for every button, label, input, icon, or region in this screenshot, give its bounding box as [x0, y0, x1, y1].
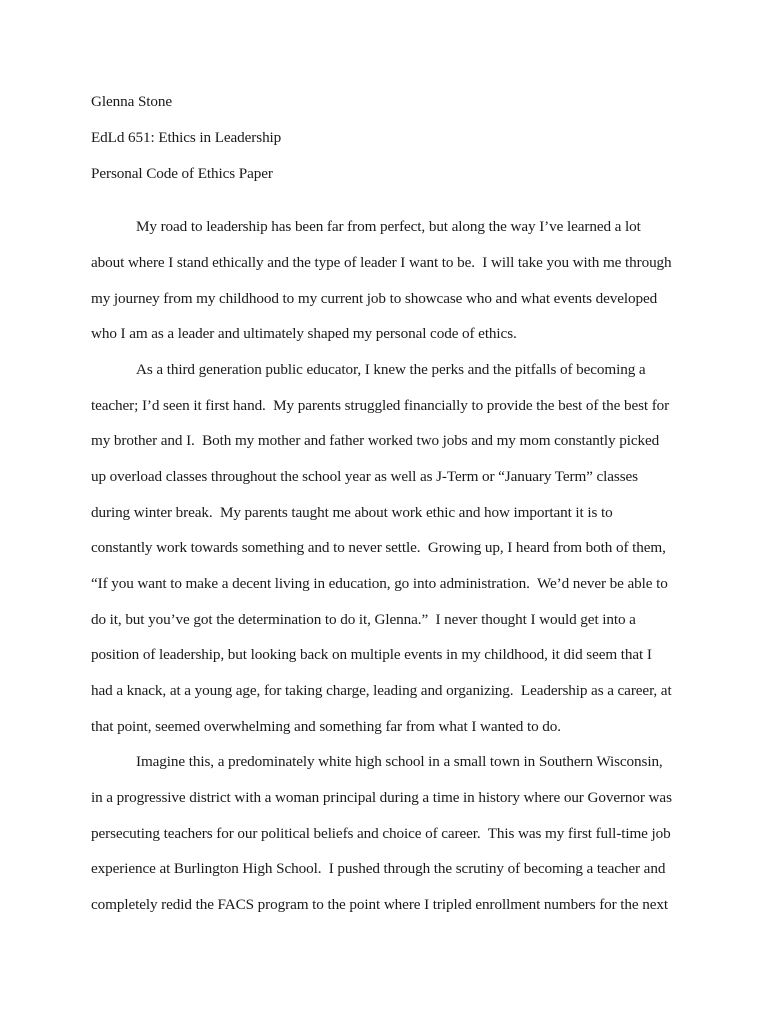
paragraph-3-line-3: persecuting teachers for our political beliefs and choice of career. This was my first full-time job: [91, 825, 671, 842]
paragraph-1-line-3: my journey from my childhood to my current job to showcase who and what events developed: [91, 290, 658, 307]
paragraph-3-line-5: completely redid the FACS program to the point where I tripled enrollment numbers for the next: [91, 896, 669, 913]
paragraph-3-line-2: in a progressive district with a woman principal during a time in history where our Governor was: [91, 789, 672, 806]
paragraph-2-line-11: that point, seemed overwhelming and something far from what I wanted to do.: [91, 718, 561, 735]
paragraph-2-line-8: do it, but you’ve got the determination to do it, Glenna.” I never thought I would get into a: [91, 611, 636, 628]
paragraph-1-line-2: about where I stand ethically and the type of leader I want to be. I will take you with me through: [91, 254, 672, 271]
paragraph-2-line-1: As a third generation public educator, I knew the perks and the pitfalls of becoming a: [136, 361, 646, 378]
paragraph-1-line-4: who I am as a leader and ultimately shaped my personal code of ethics.: [91, 325, 517, 342]
paragraph-2-line-7: “If you want to make a decent living in education, go into administration. We’d never be able to: [91, 575, 668, 592]
paragraph-2-line-6: constantly work towards something and to never settle. Growing up, I heard from both of them,: [91, 539, 666, 556]
paragraph-2-line-9: position of leadership, but looking back on multiple events in my childhood, it did seem that I: [91, 646, 652, 663]
paragraph-2-line-4: up overload classes throughout the school year as well as J-Term or “January Term” classes: [91, 468, 638, 485]
paragraph-3-line-4: experience at Burlington High School. I pushed through the scrutiny of becoming a teacher and: [91, 860, 666, 877]
paragraph-2-line-2: teacher; I’d seen it first hand. My parents struggled financially to provide the best of the best for: [91, 397, 670, 414]
paragraph-2-line-10: had a knack, at a young age, for taking charge, leading and organizing. Leadership as a career, at: [91, 682, 672, 699]
author-name: Glenna Stone: [91, 93, 173, 110]
paragraph-2-line-3: my brother and I. Both my mother and father worked two jobs and my mom constantly picked: [91, 432, 660, 449]
paragraph-3-line-1: Imagine this, a predominately white high school in a small town in Southern Wisconsin,: [136, 753, 663, 770]
paper-title: Personal Code of Ethics Paper: [91, 165, 273, 182]
course-title: EdLd 651: Ethics in Leadership: [91, 129, 282, 146]
paragraph-2-line-5: during winter break. My parents taught me about work ethic and how important it is to: [91, 504, 613, 521]
paragraph-1-line-1: My road to leadership has been far from perfect, but along the way I’ve learned a lot: [136, 218, 641, 235]
